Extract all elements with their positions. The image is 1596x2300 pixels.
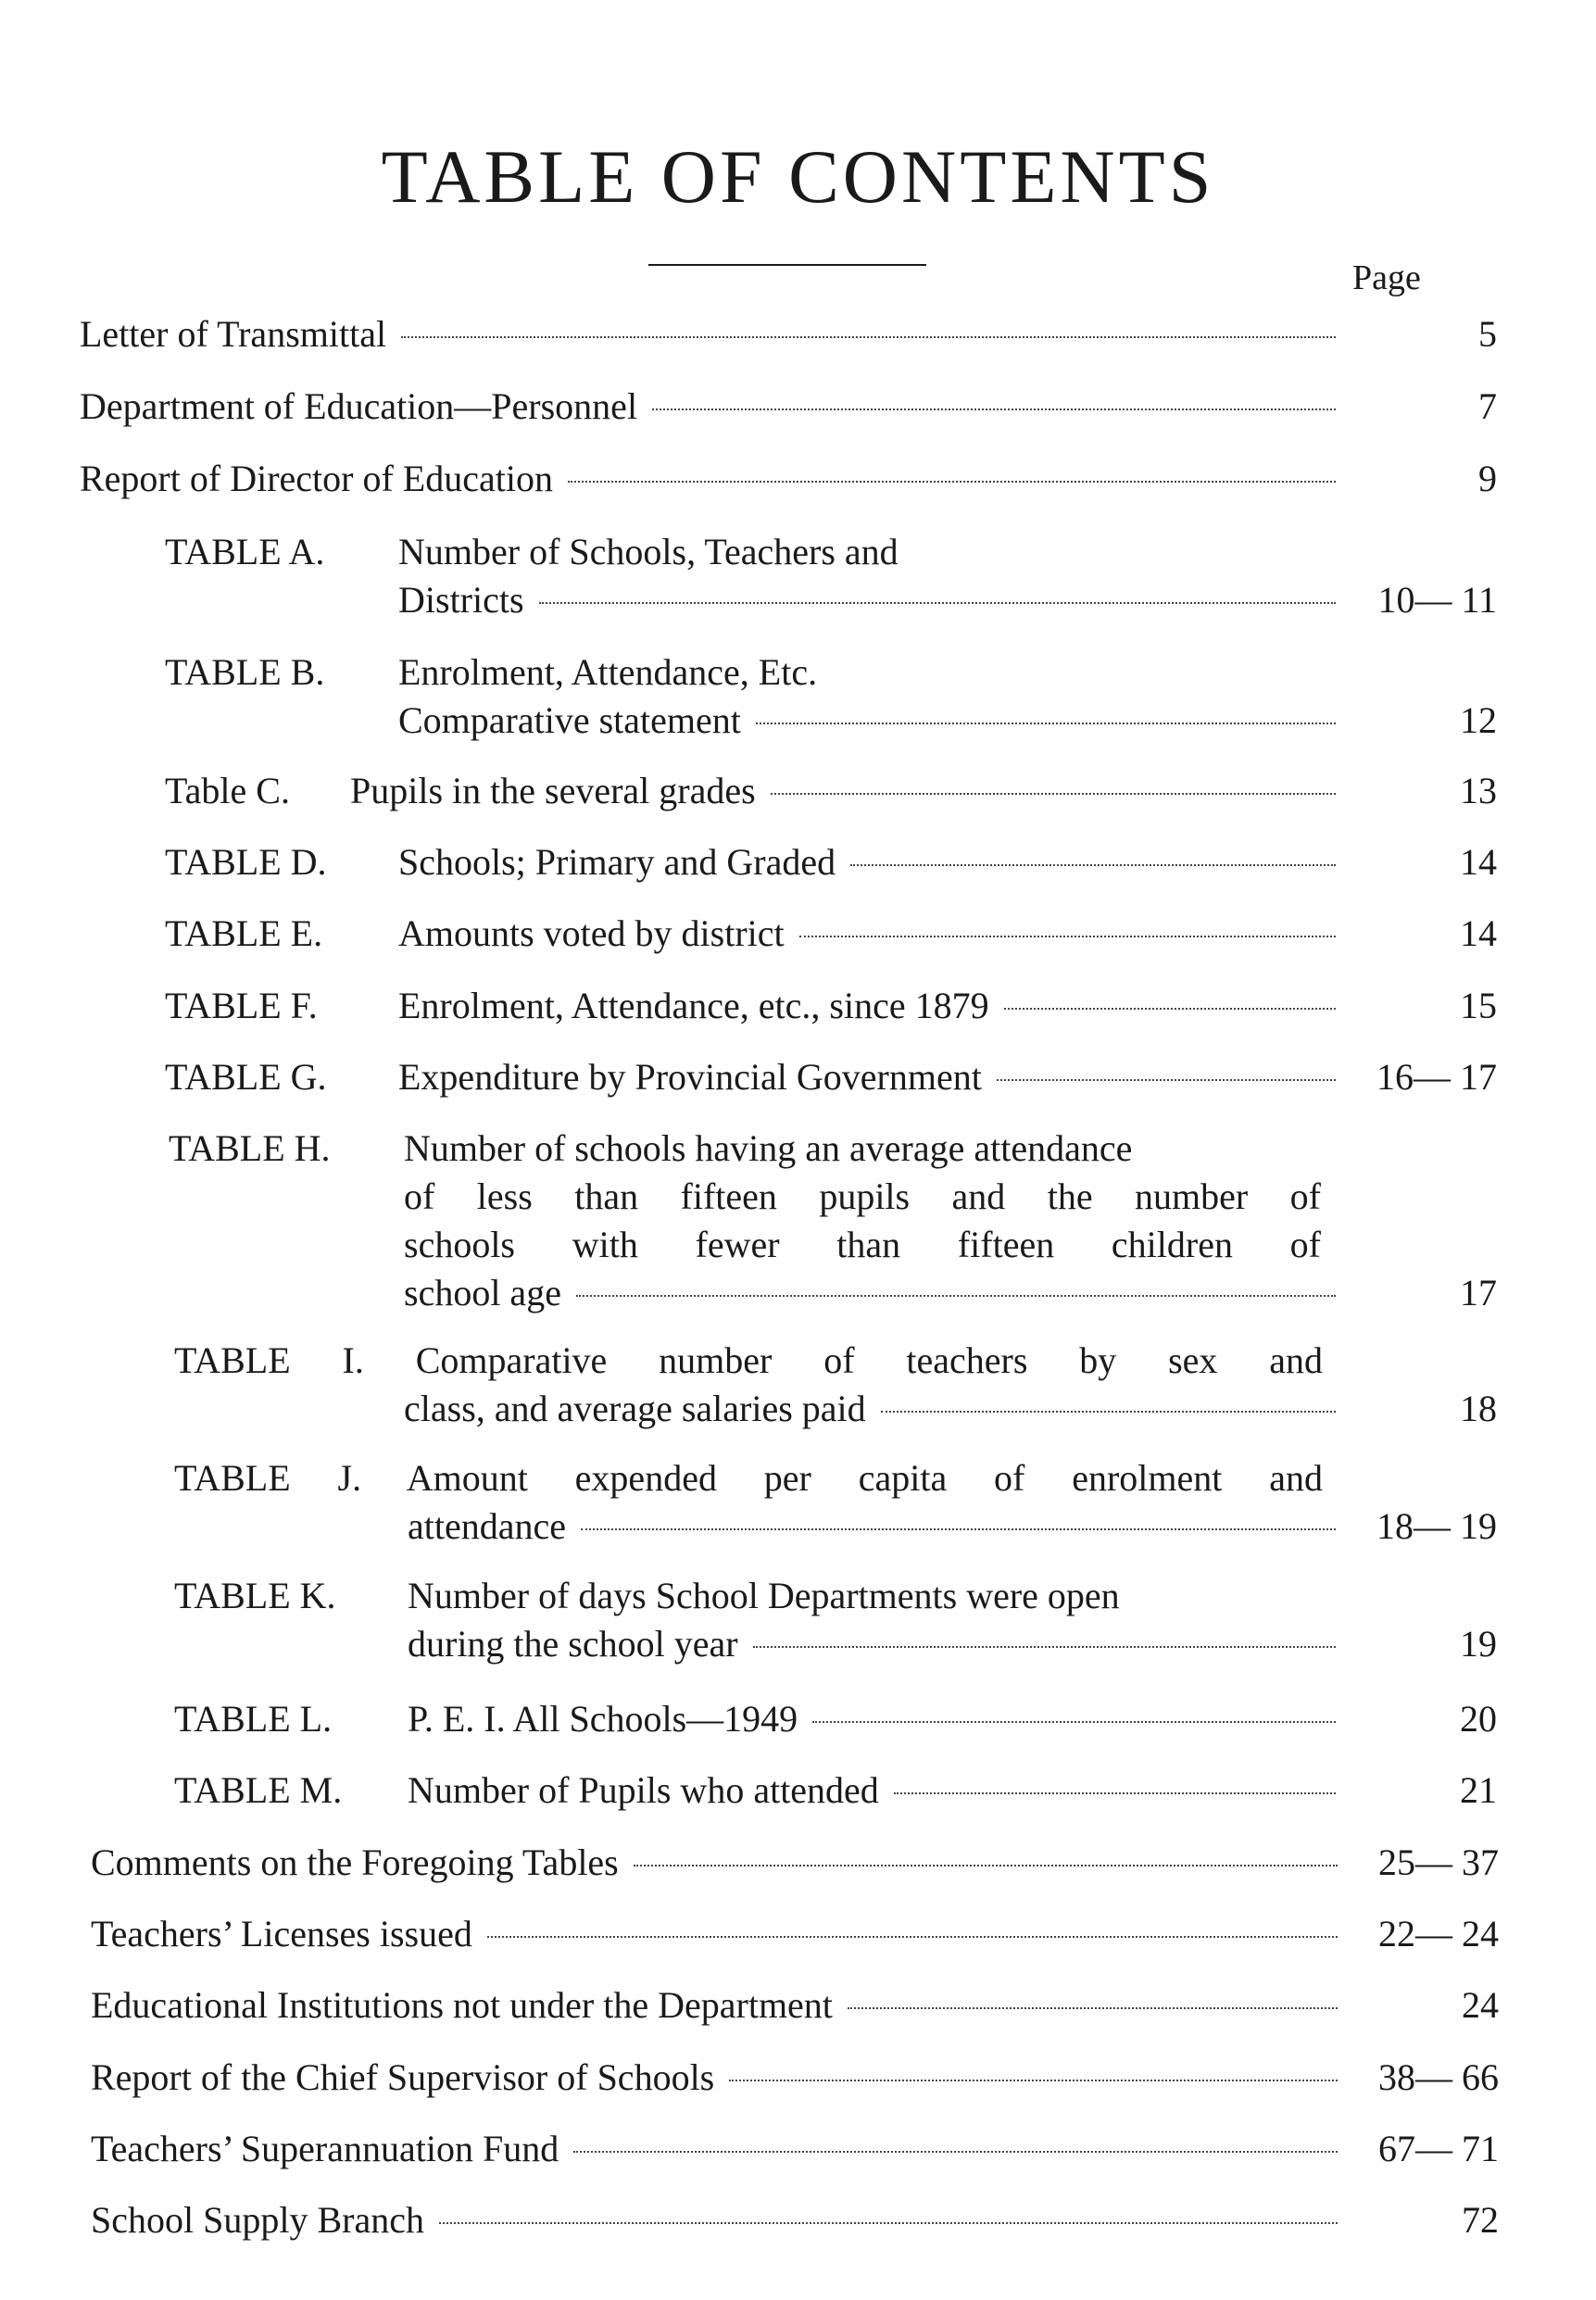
entry-title: Comments on the Foregoing Tables (91, 1841, 619, 1883)
entry-page: 72 (1462, 2199, 1499, 2241)
entry-line: Pupils in the several grades (350, 770, 756, 811)
table-label: TABLE K. (174, 1575, 336, 1616)
dot-leader (487, 1936, 1338, 1938)
entry-page: 38— 66 (1378, 2056, 1499, 2098)
table-label: TABLE G. (165, 1056, 327, 1098)
entry-line: class, and average salaries paid (404, 1388, 866, 1429)
toc-entry (80, 310, 1497, 358)
entry-line: Number of Schools, Teachers and (398, 531, 899, 572)
entry-page: 10— 11 (1377, 579, 1497, 621)
entry-title: Report of the Chief Supervisor of Schools (91, 2056, 715, 2098)
toc-entry (91, 2196, 1499, 2244)
entry-line: Number of days School Departments were open (408, 1575, 1120, 1616)
page-column-header: Page (1352, 258, 1421, 297)
dot-leader (753, 1646, 1336, 1648)
entry-page: 7 (1478, 385, 1497, 427)
entry-page: 17 (1460, 1272, 1497, 1313)
entry-page: 21 (1460, 1769, 1497, 1811)
toc-table-entry (165, 648, 1497, 745)
table-label: TABLE J. (174, 1457, 362, 1499)
toc-table-entry (165, 982, 1497, 1030)
table-label: TABLE I. (174, 1339, 364, 1381)
table-label: TABLE A. (165, 531, 325, 572)
dot-leader (573, 2151, 1338, 2153)
dot-leader (401, 336, 1336, 338)
dot-leader (634, 1865, 1338, 1866)
entry-title: Teachers’ Superannuation Fund (91, 2128, 559, 2169)
entry-title: Letter of Transmittal (80, 313, 387, 355)
entry-title: Department of Education—Personnel (80, 385, 638, 427)
entry-line: Comparative statement (398, 699, 741, 741)
entry-line: Comparative number of teachers by sex and (415, 1339, 1324, 1381)
toc-entry (91, 1839, 1499, 1887)
entry-page: 19 (1460, 1623, 1497, 1665)
entry-line: Expenditure by Provincial Government (398, 1056, 982, 1098)
entry-page: 18— 19 (1376, 1505, 1497, 1547)
entry-line: school age (404, 1272, 561, 1313)
toc-table-entry (165, 1053, 1497, 1101)
toc-entry (91, 2125, 1499, 2173)
entry-page: 20 (1460, 1698, 1497, 1740)
table-label: TABLE B. (165, 651, 325, 693)
dot-leader (581, 1528, 1336, 1530)
entry-title: Educational Institutions not under the Department (91, 1984, 833, 2026)
table-label: TABLE E. (165, 912, 323, 954)
entry-page: 22— 24 (1378, 1913, 1499, 1954)
entry-line: Schools; Primary and Graded (398, 841, 836, 883)
table-label: TABLE H. (169, 1127, 331, 1169)
entry-line: Districts (398, 579, 524, 621)
entry-line: attendance (408, 1505, 566, 1547)
entry-page: 5 (1478, 313, 1497, 355)
toc-table-entry (174, 1454, 1497, 1551)
toc-entry (91, 2054, 1499, 2102)
dot-leader (539, 602, 1336, 604)
dot-leader (894, 1792, 1336, 1794)
dot-leader (771, 793, 1336, 795)
entry-page: 25— 37 (1378, 1841, 1499, 1883)
toc-table-entry (174, 1572, 1497, 1668)
entry-page: 18 (1460, 1388, 1497, 1429)
page-title: TABLE OF CONTENTS (381, 134, 1215, 219)
dot-leader (1004, 1008, 1336, 1010)
entry-line: Number of Pupils who attended (408, 1769, 879, 1811)
entry-line: Amount expended per capita of enrolment and (406, 1457, 1323, 1499)
dot-leader (881, 1411, 1336, 1413)
entry-line: Amounts voted by district (398, 912, 785, 954)
entry-page: 14 (1460, 912, 1497, 954)
toc-table-entry (165, 910, 1497, 958)
entry-page: 67— 71 (1378, 2128, 1499, 2169)
table-label: Table C. (165, 770, 290, 811)
dot-leader (997, 1079, 1336, 1081)
entry-page: 16— 17 (1376, 1056, 1497, 1098)
entry-page: 9 (1478, 458, 1497, 499)
entry-page: 24 (1462, 1984, 1499, 2026)
dot-leader (576, 1295, 1336, 1297)
entry-line: schools with fewer than fifteen children of (404, 1224, 1321, 1265)
dot-leader (850, 864, 1336, 866)
table-label: TABLE F. (165, 985, 318, 1026)
entry-line: P. E. I. All Schools—1949 (408, 1698, 798, 1740)
entry-page: 15 (1460, 985, 1497, 1026)
toc-table-entry (169, 1125, 1497, 1317)
dot-leader (756, 723, 1336, 724)
dot-leader (812, 1721, 1336, 1723)
toc-table-entry (165, 838, 1497, 886)
entry-title: Report of Director of Education (80, 458, 553, 499)
toc-table-entry (165, 528, 1497, 624)
entry-page: 13 (1460, 770, 1497, 811)
table-label: TABLE M. (174, 1769, 343, 1811)
toc-entry (91, 1910, 1499, 1958)
entry-page: 12 (1460, 699, 1497, 741)
entry-page: 14 (1460, 841, 1497, 883)
toc-table-entry (174, 1695, 1497, 1743)
table-label: TABLE L. (174, 1698, 333, 1740)
entry-title: Teachers’ Licenses issued (91, 1913, 472, 1954)
entry-title: School Supply Branch (91, 2199, 424, 2241)
entry-line: during the school year (408, 1623, 738, 1665)
dot-leader (652, 408, 1336, 410)
title-rule (648, 264, 926, 266)
entry-line: Enrolment, Attendance, Etc. (398, 651, 818, 693)
toc-entry (91, 1981, 1499, 2030)
dot-leader (799, 936, 1336, 937)
toc-entry (80, 455, 1497, 503)
entry-line: Number of schools having an average attendance (404, 1127, 1133, 1169)
toc-entry (80, 383, 1497, 431)
toc-table-entry (174, 1337, 1497, 1433)
dot-leader (848, 2007, 1338, 2009)
dot-leader (439, 2222, 1338, 2224)
dot-leader (568, 481, 1336, 483)
entry-line: of less than fifteen pupils and the number of (404, 1175, 1321, 1217)
toc-table-entry (165, 767, 1497, 815)
table-label: TABLE D. (165, 841, 327, 883)
entry-line: Enrolment, Attendance, etc., since 1879 (398, 985, 989, 1026)
toc-table-entry (174, 1766, 1497, 1815)
dot-leader (729, 2080, 1338, 2081)
